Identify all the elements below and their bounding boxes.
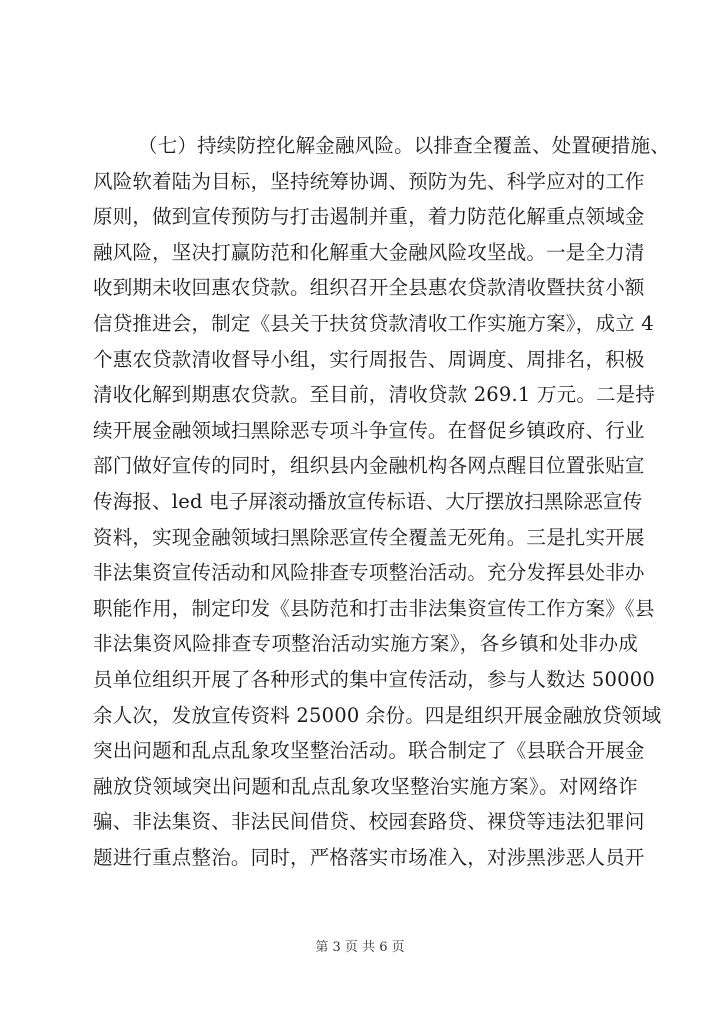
text-line-19: 融放贷领域突出问题和乱点乱象攻坚整治实施方案》。对网络诈	[93, 774, 638, 798]
text-line-15: 非法集资风险排查专项整治活动实施方案》，各乡镇和处非办成	[93, 632, 638, 656]
text-line-2: 风险软着陆为目标，坚持统筹协调、预防为先、科学应对的工作	[93, 169, 645, 193]
text-line-10: 部门做好宣传的同时，组织县内金融机构各网点醒目位置张贴宣	[93, 454, 645, 478]
text-line-4: 融风险，坚决打赢防范和化解重大金融风险攻坚战。一是全力清	[93, 240, 645, 264]
text-line-1: （七）持续防控化解金融风险。以排查全覆盖、处置硬措施、	[138, 134, 670, 157]
text-line-8: 清收化解到期惠农贷款。至目前，清收贷款 269.1 万元。二是持	[93, 383, 656, 407]
text-line-14: 职能作用，制定印发《县防范和打击非法集资宣传工作方案》《县	[93, 596, 655, 620]
text-line-16: 员单位组织开展了各种形式的集中宣传活动，参与人数达 50000	[93, 667, 655, 691]
text-line-7: 个惠农贷款清收督导小组，实行周报告、周调度、周排名，积极	[93, 347, 645, 371]
text-line-6: 信贷推进会，制定《县关于扶贫贷款清收工作实施方案》，成立 4	[93, 311, 654, 335]
text-line-20: 骗、非法集资、非法民间借贷、校园套路贷、裸贷等违法犯罪问	[93, 810, 645, 834]
text-line-5: 收到期未收回惠农贷款。组织召开全县惠农贷款清收暨扶贫小额	[93, 276, 645, 300]
text-line-21: 题进行重点整治。同时，严格落实市场准入，对涉黑涉恶人员开	[93, 845, 645, 869]
text-line-3: 原则，做到宣传预防与打击遏制并重，着力防范化解重点领域金	[93, 205, 645, 229]
text-line-17: 余人次，发放宣传资料 25000 余份。四是组织开展金融放贷领域	[93, 703, 662, 727]
text-line-9: 续开展金融领域扫黑除恶专项斗争宣传。在督促乡镇政府、行业	[93, 418, 645, 442]
page-number-footer: 第 3 页 共 6 页	[315, 940, 405, 955]
body-paragraph	[93, 128, 670, 875]
text-line-12: 资料，实现金融领域扫黑除恶宣传全覆盖无死角。三是扎实开展	[93, 525, 645, 549]
text-line-13: 非法集资宣传活动和风险排查专项整治活动。充分发挥县处非办	[93, 561, 645, 585]
text-line-18: 突出问题和乱点乱象攻坚整治活动。联合制定了《县联合开展金	[93, 739, 645, 763]
text-line-11: 传海报、led 电子屏滚动播放宣传标语、大厅摆放扫黑除恶宣传	[93, 489, 643, 513]
